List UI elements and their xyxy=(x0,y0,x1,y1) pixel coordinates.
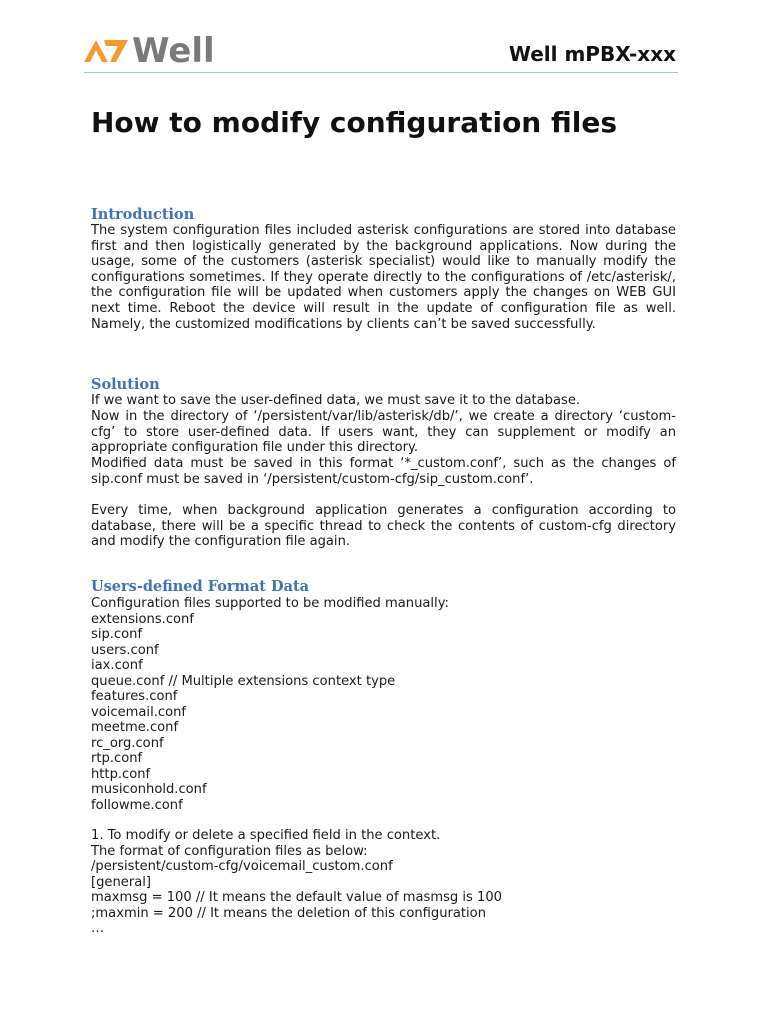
example-line: The format of configuration files as below: xyxy=(91,843,368,859)
solution-paragraph-4: Every time, when background application generates a configuration according to database, there will be a specific thread to check the contents of custom-cfg directory and modify the configuration file again. xyxy=(91,503,676,550)
example-line: ;maxmin = 200 // It means the deletion of this configuration xyxy=(91,905,486,921)
format-list-line: sip.conf xyxy=(91,627,143,642)
logo-text: Well xyxy=(132,31,215,71)
format-list-line: Configuration files supported to be modified manually: xyxy=(91,596,449,611)
solution-paragraph-3: Modified data must be saved in this format ‘*_custom.conf’, such as the changes of sip.conf must be saved in ‘/persistent/custom-cfg/sip_custom.conf’. xyxy=(91,456,676,487)
well-logo-icon xyxy=(84,36,130,66)
format-list-line: queue.conf // Multiple extensions context type xyxy=(91,673,396,689)
format-list-line: voicemail.conf xyxy=(91,704,186,720)
format-list-line: meetme.conf xyxy=(91,720,179,735)
format-list-line: http.conf xyxy=(91,766,151,782)
product-name: Well mPBX-xxx xyxy=(508,42,676,66)
example-line: maxmsg = 100 // It means the default value of masmsg is 100 xyxy=(91,890,502,905)
supported-files-list xyxy=(91,596,676,813)
format-list-line: extensions.conf xyxy=(91,611,194,627)
page-title: How to modify configuration files xyxy=(91,106,617,139)
format-list-line: features.conf xyxy=(91,689,178,704)
example-line: [general] xyxy=(91,874,151,890)
format-list-line: followme.conf xyxy=(91,797,183,813)
format-list-line: musiconhold.conf xyxy=(91,782,207,797)
page-header xyxy=(84,30,678,73)
example-line: /persistent/custom-cfg/voicemail_custom.conf xyxy=(91,859,393,874)
example-line: … xyxy=(91,921,105,936)
format-list-line: rc_org.conf xyxy=(91,735,164,751)
introduction-heading: Introduction xyxy=(91,206,195,223)
example-line: 1. To modify or delete a specified field in the context. xyxy=(91,828,441,843)
introduction-text: The system configuration files included asterisk configurations are stored into database first and then logistically generated by the background applications. Now during the usage, some of the customers (asterisk specialist) would like to manually modify the configurations sometimes. If they operate directly to the configurations of /etc/asterisk/, the configuration file will be updated when customers apply the changes on WEB GUI next time. Reboot the device will result in the update of configuration file as well. Namely, the customized modifications by clients can’t be saved successfully. xyxy=(91,223,676,332)
format-list-line: users.conf xyxy=(91,642,159,658)
solution-paragraph-2: Now in the directory of ‘/persistent/var/lib/asterisk/db/’, we create a directory ‘custom-cfg’ to store user-defined data. If users want, they can supplement or modify an appropriate configuration file under this directory. xyxy=(91,409,676,456)
company-logo xyxy=(84,31,215,71)
example-list xyxy=(91,828,676,937)
format-heading: Users-defined Format Data xyxy=(91,578,310,595)
format-list-line: rtp.conf xyxy=(91,751,143,766)
solution-paragraph-1: If we want to save the user-defined data, we must save it to the database. xyxy=(91,393,581,408)
solution-heading: Solution xyxy=(91,376,160,393)
format-list-line: iax.conf xyxy=(91,658,143,673)
